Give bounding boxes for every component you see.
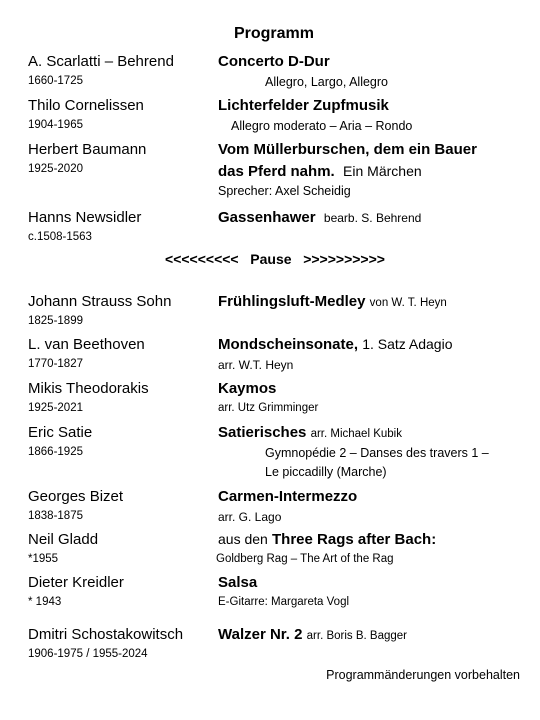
composer-name: A. Scarlatti – Behrend: [28, 53, 174, 70]
narrator: Sprecher: Axel Scheidig: [218, 184, 351, 198]
composer-years: 1838-1875: [28, 510, 83, 522]
arranger: arr. G. Lago: [218, 510, 282, 524]
work-title: Concerto D-Dur: [218, 53, 330, 70]
composer-name: Herbert Baumann: [28, 141, 147, 158]
work-movements: Goldberg Rag – The Art of the Rag: [216, 553, 394, 565]
program-entry: [28, 53, 528, 93]
composer-name: L. van Beethoven: [28, 336, 145, 353]
composer-years: * 1943: [28, 596, 62, 608]
intermission-divider: <<<<<<<<< Pause >>>>>>>>>>: [165, 251, 385, 267]
work-title: Carmen-Intermezzo: [218, 488, 358, 505]
composer-years: 1925-2020: [28, 163, 83, 175]
program-entry: [28, 424, 528, 484]
composer-years: 1866-1925: [28, 446, 83, 458]
composer-years: 1770-1827: [28, 358, 83, 370]
program-entry: [28, 626, 528, 666]
work-title: Satierisches arr. Michael Kubik: [218, 424, 402, 441]
program-entry: [28, 336, 528, 376]
work-title: Frühlingsluft-Medley von W. T. Heyn: [218, 293, 447, 310]
composer-years: 1906-1975 / 1955-2024: [28, 648, 148, 660]
composer-name: Hanns Newsidler: [28, 209, 142, 226]
performer: E-Gitarre: Margareta Vogl: [218, 596, 350, 608]
program-entry: [28, 574, 528, 614]
composer-years: 1904-1965: [28, 119, 83, 131]
program-entry: [28, 209, 528, 249]
arranger: arr. W.T. Heyn: [218, 358, 294, 372]
work-title: Mondscheinsonate, 1. Satz Adagio: [218, 336, 453, 353]
work-title-continued: das Pferd nahm. Ein Märchen: [218, 163, 422, 180]
arranger: arr. Utz Grimminger: [218, 402, 319, 414]
work-title: Lichterfelder Zupfmusik: [218, 97, 389, 114]
composer-years: c.1508-1563: [28, 231, 92, 243]
composer-name: Johann Strauss Sohn: [28, 293, 172, 310]
work-title: Gassenhawer bearb. S. Behrend: [218, 209, 422, 226]
program-entry: [28, 141, 528, 201]
work-title: aus den Three Rags after Bach:: [218, 531, 437, 548]
work-title: Walzer Nr. 2 arr. Boris B. Bagger: [218, 626, 408, 643]
work-movements-continued: Le piccadilly (Marche): [265, 465, 387, 479]
composer-name: Neil Gladd: [28, 531, 99, 548]
work-movements: Allegro, Largo, Allegro: [265, 75, 388, 89]
program-changes-note: Programmänderungen vorbehalten: [326, 668, 520, 682]
program-entry: [28, 488, 528, 528]
work-movements: Gymnopédie 2 – Danses des travers 1 –: [265, 446, 489, 460]
composer-name: Thilo Cornelissen: [28, 97, 144, 114]
page-title: Programm: [233, 25, 315, 42]
composer-name: Georges Bizet: [28, 488, 124, 505]
composer-name: Dieter Kreidler: [28, 574, 124, 591]
work-title: Salsa: [218, 574, 258, 591]
work-title: Vom Müllerburschen, dem ein Bauer: [218, 141, 477, 158]
work-movements: Allegro moderato – Aria – Rondo: [231, 119, 413, 133]
program-entry: [28, 97, 528, 137]
composer-name: Eric Satie: [28, 424, 93, 441]
composer-years: 1660-1725: [28, 75, 83, 87]
composer-name: Dmitri Schostakowitsch: [28, 626, 184, 643]
composer-years: 1825-1899: [28, 315, 83, 327]
work-title: Kaymos: [218, 380, 277, 397]
program-entry: [28, 293, 528, 333]
program-entry: [28, 531, 528, 571]
composer-years: *1955: [28, 553, 59, 565]
composer-name: Mikis Theodorakis: [28, 380, 149, 397]
composer-years: 1925-2021: [28, 402, 83, 414]
program-entry: [28, 380, 528, 420]
